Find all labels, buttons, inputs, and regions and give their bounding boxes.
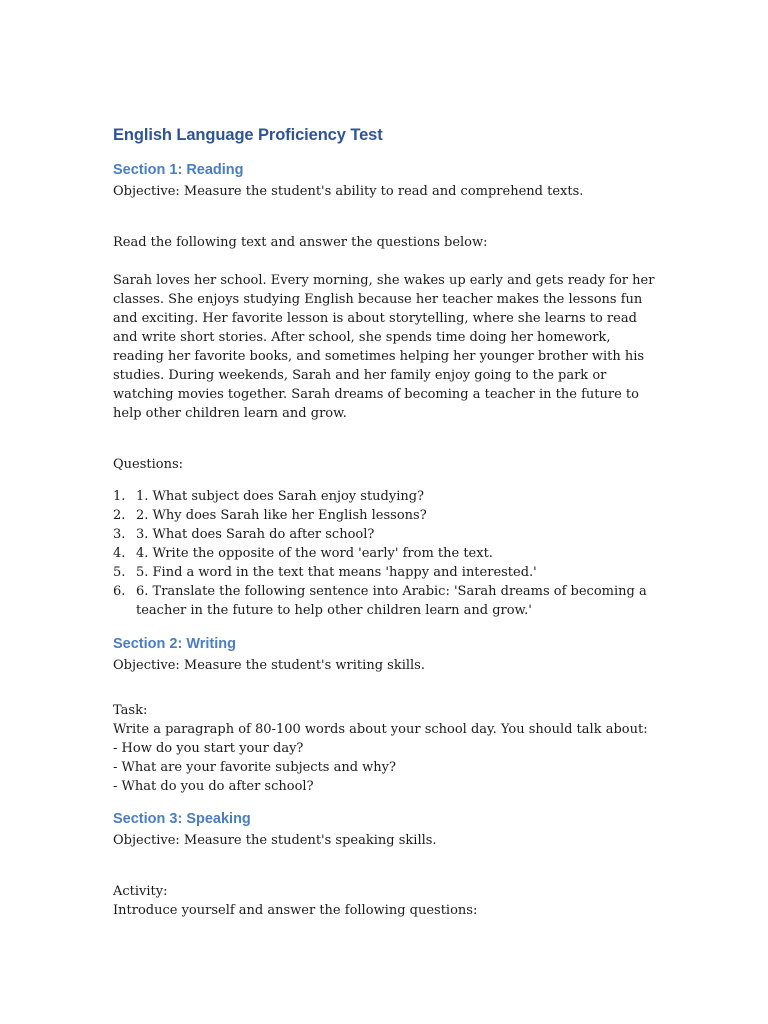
question-number: 2.	[113, 508, 126, 523]
questions-label: Questions:	[113, 457, 184, 472]
question-text: 4. Write the opposite of the word 'early' from the text.	[136, 546, 493, 561]
section2-heading: Section 2: Writing	[113, 636, 236, 652]
task-bullet: - What are your favorite subjects and why?	[113, 760, 396, 775]
section3-heading: Section 3: Speaking	[113, 811, 251, 827]
question-item	[113, 544, 658, 563]
question-item	[113, 487, 658, 506]
question-number: 3.	[113, 527, 126, 542]
question-item	[113, 506, 658, 525]
question-number: 1.	[113, 489, 126, 504]
question-text: 5. Find a word in the text that means 'happy and interested.'	[136, 565, 537, 580]
activity-text: Introduce yourself and answer the following questions:	[113, 903, 478, 918]
section3-objective: Objective: Measure the student's speaking skills.	[113, 833, 437, 848]
task-bullet: - How do you start your day?	[113, 741, 304, 756]
question-text: 6. Translate the following sentence into Arabic: 'Sarah dreams of becoming a teacher in the future to help other children learn and grow.'	[136, 584, 647, 618]
question-text: 2. Why does Sarah like her English lessons?	[136, 508, 427, 523]
task-bullet: - What do you do after school?	[113, 779, 314, 794]
section2-objective: Objective: Measure the student's writing skills.	[113, 658, 425, 673]
question-number: 5.	[113, 565, 126, 580]
task-label: Task:	[113, 703, 148, 718]
question-text: 1. What subject does Sarah enjoy studying?	[136, 489, 425, 504]
question-text: 3. What does Sarah do after school?	[136, 527, 375, 542]
section1-objective: Objective: Measure the student's ability to read and comprehend texts.	[113, 184, 584, 199]
question-number: 6.	[113, 584, 126, 599]
question-item	[113, 525, 658, 544]
section1-heading: Section 1: Reading	[113, 162, 244, 178]
reading-passage: Sarah loves her school. Every morning, she wakes up early and gets ready for her classes. She enjoys studying English because her teacher makes the lessons fun and exciting. Her favorite lesson is about storytelling, where she learns to read and write short stories. After school, she spends time doing her homework, reading her favorite books, and sometimes helping her younger brother with his studies. During weekends, Sarah and her family enjoy going to the park or watching movies together. Sarah dreams of becoming a teacher in the future to help other children learn and grow.	[113, 273, 655, 421]
document-body	[113, 124, 658, 920]
reading-instruction: Read the following text and answer the questions below:	[113, 235, 488, 250]
questions-list	[113, 487, 658, 620]
task-text: Write a paragraph of 80-100 words about your school day. You should talk about:	[113, 722, 648, 737]
document-title: English Language Proficiency Test	[113, 126, 383, 144]
question-item	[113, 582, 658, 620]
question-number: 4.	[113, 546, 126, 561]
question-item	[113, 563, 658, 582]
activity-label: Activity:	[113, 884, 168, 899]
